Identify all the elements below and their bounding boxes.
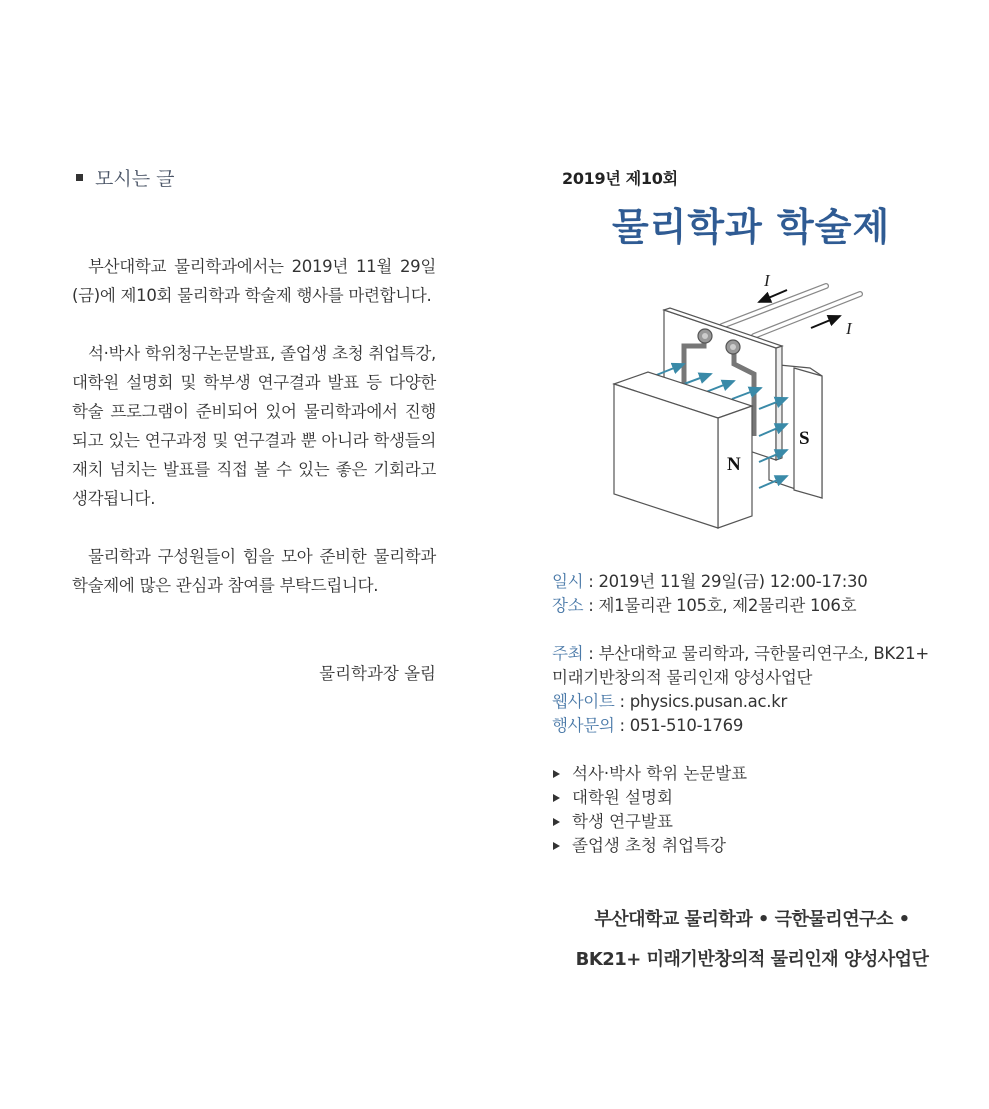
host-label: 주최: [552, 644, 584, 663]
list-item: 학생 연구발표: [552, 810, 747, 834]
svg-text:N: N: [727, 454, 741, 475]
contact-label: 행사문의: [552, 716, 615, 735]
invitation-letter: [72, 160, 436, 683]
paragraph-closing: 물리학과 구성원들이 힘을 모아 준비한 물리학과 학술제에 많은 관심과 참여를 부탁드립니다.: [72, 547, 436, 595]
magnet-diagram-icon: [604, 264, 874, 534]
section-title: 모시는 글: [95, 167, 175, 190]
triangle-bullet-icon: [553, 794, 560, 802]
svg-text:I: I: [846, 319, 852, 338]
info-date: 일시 : 2019년 11월 29일(금) 12:00-17:30: [552, 572, 868, 591]
triangle-bullet-icon: [553, 842, 560, 850]
signature: 물리학과장 올림: [319, 664, 436, 683]
event-subtitle: 2019년 제10회: [562, 169, 678, 188]
website-label: 웹사이트: [552, 692, 615, 711]
event-title: 물리학과 학술제: [612, 205, 891, 249]
paragraph-intro: 부산대학교 물리학과에서는 2019년 11월 29일(금)에 제10회 물리학과 학술제 행사를 마련합니다.: [72, 257, 436, 305]
footer-line2: BK21+ 미래기반창의적 물리인재 양성사업단: [575, 949, 929, 970]
hall-effect-figure: [604, 264, 874, 534]
host-value-line2: 미래기반창의적 물리인재 양성사업단: [552, 668, 813, 687]
info-website: 웹사이트 : physics.pusan.ac.kr: [552, 692, 787, 711]
svg-text:S: S: [799, 428, 810, 449]
paragraph-programs: 석·박사 학위청구논문발표, 졸업생 초청 취업특강, 대학원 설명회 및 학부생 연구결과 발표 등 다양한 학술 프로그램이 준비되어 있어 물리학과에서 진행되고 있는 연구과정 및 연구결과 뿐 아니라 학생들의 재치 넘치는 발표를 직접 볼 수 있는 좋은 기회라고 생각됩니다.: [72, 344, 436, 508]
event-info: [552, 570, 952, 738]
list-item: 졸업생 초청 취업특강: [552, 834, 747, 858]
host-value-line1: 부산대학교 물리학과, 극한물리연구소, BK21+: [598, 644, 929, 663]
program-list: [552, 762, 747, 858]
organizers-footer: [552, 900, 952, 980]
triangle-bullet-icon: [553, 770, 560, 778]
place-value: 제1물리관 105호, 제2물리관 106호: [598, 596, 857, 615]
square-bullet-icon: [76, 174, 83, 181]
section-heading: [72, 160, 436, 194]
svg-text:I: I: [764, 271, 770, 290]
date-value: 2019년 11월 29일(금) 12:00-17:30: [598, 572, 868, 591]
website-link[interactable]: physics.pusan.ac.kr: [629, 692, 787, 711]
list-item: 석사·박사 학위 논문발표: [552, 762, 747, 786]
info-host: 주최 : 부산대학교 물리학과, 극한물리연구소, BK21+: [552, 644, 929, 663]
info-contact: 행사문의 : 051-510-1769: [552, 716, 744, 735]
list-item: 대학원 설명회: [552, 786, 747, 810]
footer-line1: 부산대학교 물리학과 • 극한물리연구소 •: [594, 909, 910, 930]
info-place: 장소 : 제1물리관 105호, 제2물리관 106호: [552, 596, 857, 615]
triangle-bullet-icon: [553, 818, 560, 826]
date-label: 일시: [552, 572, 584, 591]
place-label: 장소: [552, 596, 584, 615]
contact-value: 051-510-1769: [629, 716, 744, 735]
